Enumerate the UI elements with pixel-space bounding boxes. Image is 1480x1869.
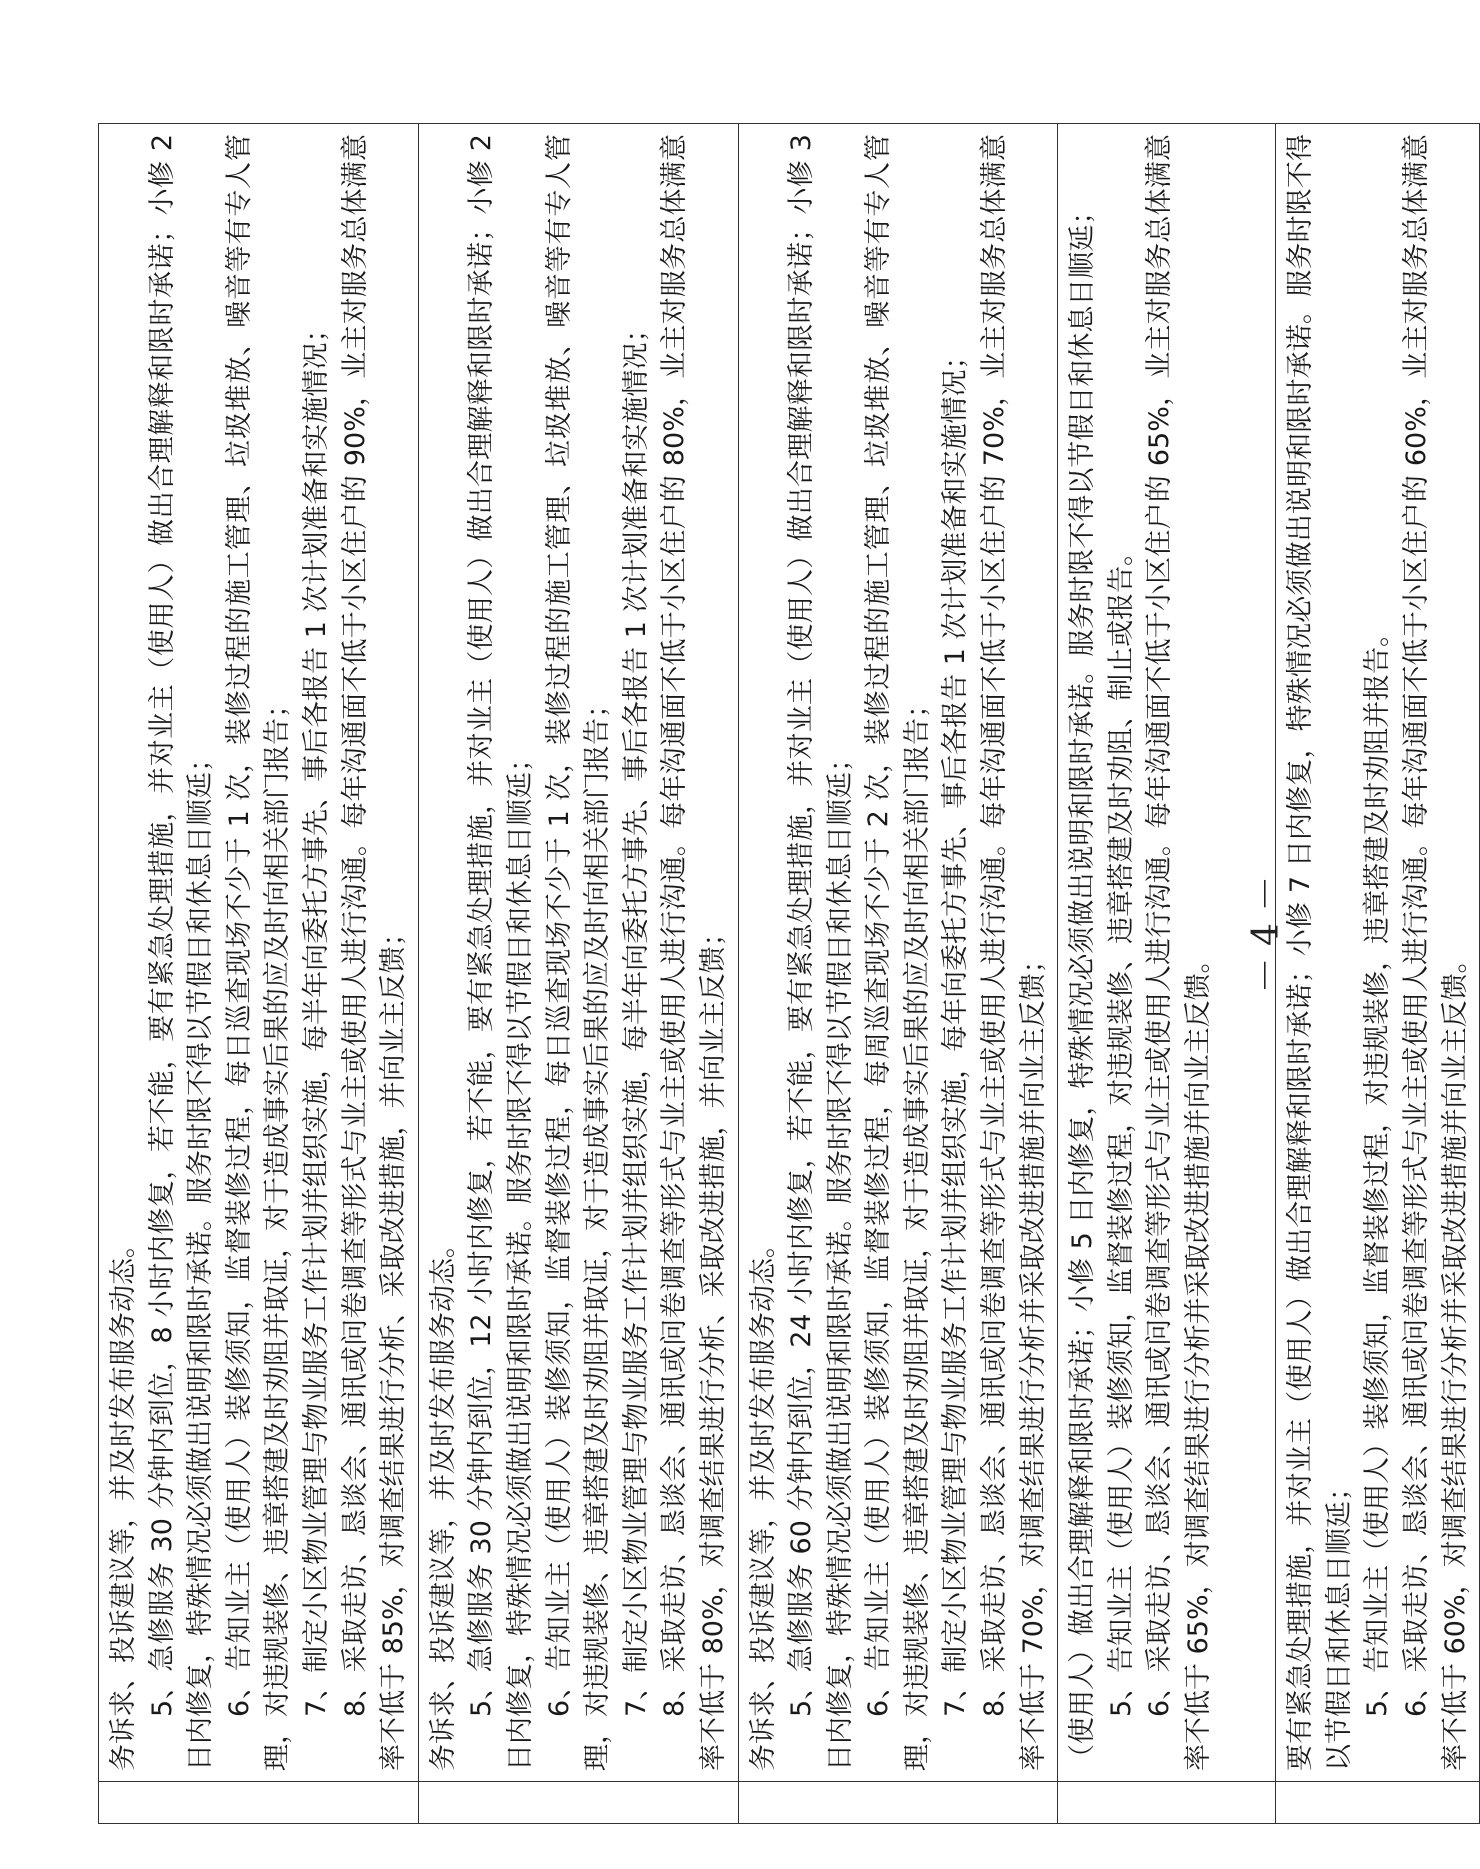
- cell-paragraph: 5、告知业主（使用人）装修须知，监督装修过程，对违规装修、违章搭建及时劝阻、制止或报告。: [1105, 538, 1137, 1717]
- cell-paragraph: 5、急修服务 30 分钟内到位，8 小时内修复，若不能，要有紧急处理措施，并对业主（使用人）做出合理解释和限时承诺；小修 2 日内修复，特殊情况必须做出说明和限时承诺。服务时限不得以节假日和休息日顺延；: [146, 134, 217, 1771]
- row-grade-1: [99, 124, 419, 1824]
- blank-cell: [99, 1782, 419, 1824]
- blank-cell: [738, 1782, 1058, 1824]
- cell-paragraph: 6、告知业主（使用人）装修须知，监督装修过程，每周巡查现场不少于 2 次，装修过程的施工管理、垃圾堆放、噪音等有专人管理，对违规装修、违章搭建及时劝阻并取证，对于造成事实后果的应及时向相关部门报告；: [863, 134, 933, 1771]
- cell-paragraph: 6、告知业主（使用人）装修须知，监督装修过程，每日巡查现场不少于 1 次，装修过程的施工管理、垃圾堆放、噪音等有专人管理，对违规装修、违章搭建及时劝阻并取证，对于造成事实后果的应及时向相关部门报告；: [223, 134, 294, 1771]
- cell-paragraph: 5、急修服务 30 分钟内到位，12 小时内修复，若不能，要有紧急处理措施，并对业主（使用人）做出合理解释和限时承诺；小修 2 日内修复，特殊情况必须做出说明和限时承诺。服务时限不得以节假日和休息日顺延；: [466, 134, 536, 1771]
- row-grade-2: [418, 124, 738, 1824]
- blank-cell: [418, 1782, 738, 1824]
- content-cell: [99, 124, 419, 1782]
- blank-cell: [1276, 1782, 1480, 1824]
- cell-paragraph: 8、采取走访、恳谈会、通讯或问卷调查等形式与业主或使用人进行沟通。每年沟通面不低于小区住户的 70%，业主对服务总体满意率不低于 70%，对调查结果进行分析并采取改进措施并向业主反馈；: [979, 134, 1049, 1771]
- row-grade-3: [738, 124, 1058, 1824]
- cell-paragraph: 7、制定小区物业管理与物业服务工作计划并组织实施，每半年向委托方事先、事后各报告 1 次计划准备和实施情况；: [620, 315, 652, 1717]
- cell-paragraph: 8、采取走访、恳谈会、通讯或问卷调查等形式与业主或使用人进行沟通。每年沟通面不低于小区住户的 80%，业主对服务总体满意率不低于 80%，对调查结果进行分析、采取改进措施，并向业主反馈；: [659, 134, 729, 1771]
- cell-paragraph: 务诉求、投诉建议等，并及时发布服务动态。: [108, 1231, 139, 1771]
- content-cell: [418, 124, 738, 1782]
- cell-paragraph: 5、告知业主（使用人）装修须知，监督装修过程，对违规装修，违章搭建及时劝阻并报告。: [1362, 619, 1394, 1717]
- cell-paragraph: 7、制定小区物业管理与物业服务工作计划并组织实施，每半年向委托方事先、事后各报告 1 次计划准备和实施情况；: [300, 315, 332, 1717]
- cell-paragraph: 5、急修服务 60 分钟内到位，24 小时内修复，若不能，要有紧急处理措施，并对业主（使用人）做出合理解释和限时承诺；小修 3 日内修复，特殊情况必须做出说明和限时承诺。服务时限不得以节假日和休息日顺延；: [786, 134, 856, 1771]
- cell-paragraph: 6、采取走访、恳谈会、通讯或问卷调查等形式与业主或使用人进行沟通。每年沟通面不低于小区住户的 60%，业主对服务总体满意率不低于 60%，对调查结果进行分析并采取改进措施并向业主反馈。: [1401, 134, 1471, 1771]
- cell-paragraph: （使用人）做出合理解释和限时承诺；小修 5 日内修复，特殊情况必须做出说明和限时承诺。服务时限不得以节假日和休息日顺延；: [1067, 197, 1099, 1771]
- cell-paragraph: 务诉求、投诉建议等，并及时发布服务动态。: [427, 1231, 459, 1771]
- cell-paragraph: 要有紧急处理措施，并对业主（使用人）做出合理解释和限时承诺；小修 7 日内修复，特殊情况必须做出说明和限时承诺。服务时限不得以节假日和休息日顺延；: [1285, 134, 1355, 1771]
- page-number: － 4 －: [1246, 875, 1287, 994]
- cell-paragraph: 7、制定小区物业管理与物业服务工作计划并组织实施，每年向委托方事先、事后各报告 1 次计划准备和实施情况；: [940, 342, 972, 1717]
- row-grade-5: [1276, 124, 1480, 1824]
- cell-paragraph: 8、采取走访、恳谈会、通讯或问卷调查等形式与业主或使用人进行沟通。每年沟通面不低于小区住户的 90%，业主对服务总体满意率不低于 85%，对调查结果进行分析、采取改进措施，并向业主反馈；: [339, 134, 410, 1771]
- content-cell: [738, 124, 1058, 1782]
- cell-paragraph: 务诉求、投诉建议等，并及时发布服务动态。: [747, 1231, 779, 1771]
- cell-paragraph: 6、采取走访、恳谈会、通讯或问卷调查等形式与业主或使用人进行沟通。每年沟通面不低于小区住户的 65%，业主对服务总体满意率不低于 65%，对调查结果进行分析并采取改进措施并向业主反馈。: [1144, 134, 1215, 1771]
- cell-paragraph: 6、告知业主（使用人）装修须知，监督装修过程，每日巡查现场不少于 1 次，装修过程的施工管理、垃圾堆放、噪音等有专人管理，对违规装修、违章搭建及时劝阻并取证，对于造成事实后果的应及时向相关部门报告；: [543, 134, 614, 1771]
- content-cell: [1276, 124, 1480, 1782]
